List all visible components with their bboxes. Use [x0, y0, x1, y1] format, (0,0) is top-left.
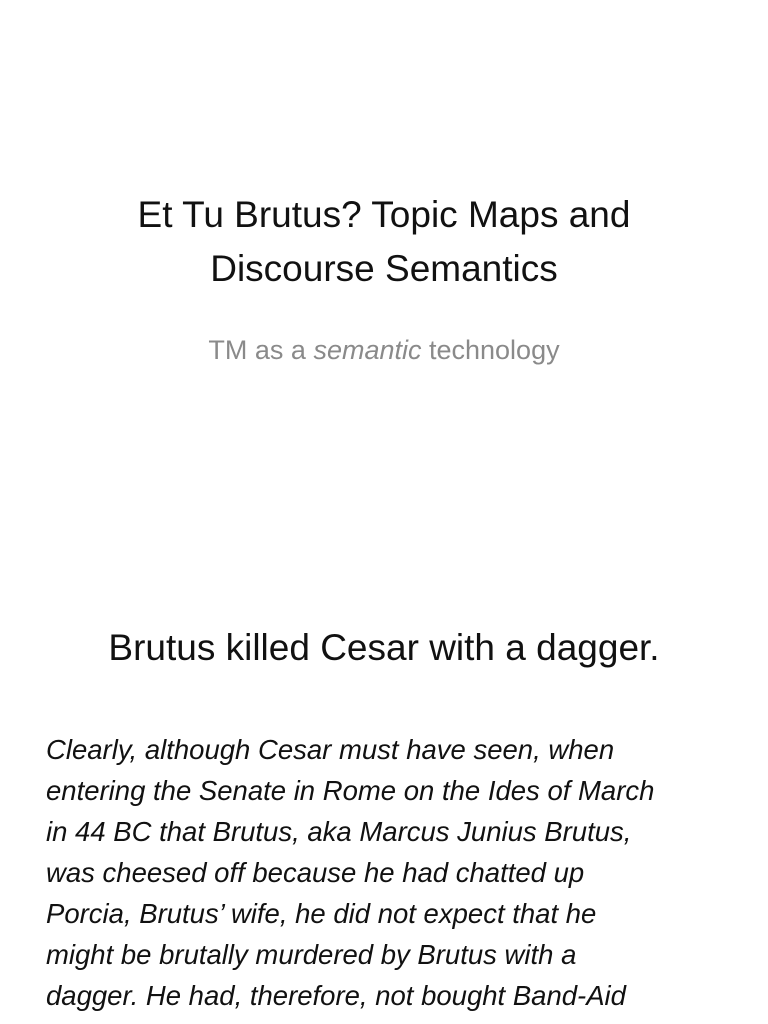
slide-title-line-1: Et Tu Brutus? Topic Maps and: [137, 194, 631, 235]
subtitle-emphasis: semantic: [313, 335, 422, 365]
body-line: might be brutally murdered by Brutus with a: [46, 939, 577, 970]
slide-title-line-2: Discourse Semantics: [210, 248, 558, 289]
slide-title: [40, 188, 728, 296]
slide-subtitle: [40, 330, 728, 370]
body-line: entering the Senate in Rome on the Ides of March: [46, 775, 655, 806]
slide-body-paragraph: [46, 729, 734, 1016]
subtitle-prefix: TM as a: [208, 335, 314, 365]
body-line: dagger. He had, therefore, not bought Band-Aid: [46, 980, 626, 1011]
content-slide: [0, 576, 768, 1024]
subtitle-suffix: technology: [421, 335, 560, 365]
body-line: Clearly, although Cesar must have seen, when: [46, 734, 615, 765]
body-line: was cheesed off because he had chatted up: [46, 857, 585, 888]
slide-heading: Brutus killed Cesar with a dagger.: [108, 627, 660, 668]
body-line: Porcia, Brutus’ wife, he did not expect that he: [46, 898, 597, 929]
body-line: in 44 BC that Brutus, aka Marcus Junius Brutus,: [46, 816, 632, 847]
